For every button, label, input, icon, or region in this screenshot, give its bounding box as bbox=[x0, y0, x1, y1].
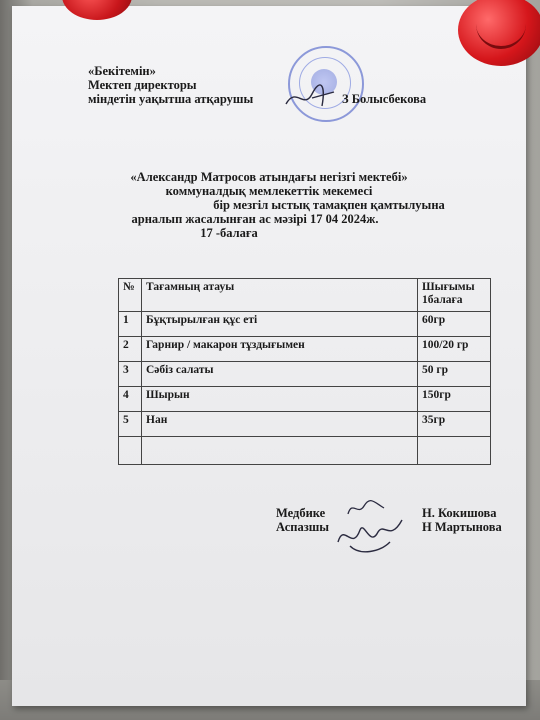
table-row bbox=[119, 312, 491, 337]
header-quantity: Шығымы 1балаға bbox=[418, 279, 491, 312]
row-number: 1 bbox=[119, 312, 142, 337]
row-number: 2 bbox=[119, 337, 142, 362]
header-dish-name: Тағамның атауы bbox=[142, 279, 418, 312]
signature-name-nurse: Н. Кокишова bbox=[422, 506, 497, 520]
menu-table bbox=[118, 278, 491, 465]
table-header-row bbox=[119, 279, 491, 312]
row-dish: Сәбіз салаты bbox=[142, 362, 418, 387]
table-row bbox=[119, 412, 491, 437]
approval-line-2: Мектеп директоры bbox=[88, 78, 197, 92]
row-dish: Бұқтырылған құс еті bbox=[142, 312, 418, 337]
row-quantity: 50 гр bbox=[418, 362, 491, 387]
row-dish bbox=[142, 437, 418, 465]
table-row bbox=[119, 437, 491, 465]
row-number: 5 bbox=[119, 412, 142, 437]
heading-line-5: 17 -балаға bbox=[200, 226, 258, 240]
heading-line-2: коммуналдық мемлекеттік мекемесі bbox=[165, 184, 373, 198]
approval-line-3: міндетін уақытша атқарушы bbox=[88, 92, 254, 106]
approval-line-1: «Бекітемін» bbox=[88, 64, 156, 78]
table-row bbox=[119, 362, 491, 387]
approval-name: З Болысбекова bbox=[342, 92, 427, 106]
row-number: 3 bbox=[119, 362, 142, 387]
row-number: 4 bbox=[119, 387, 142, 412]
table-row bbox=[119, 387, 491, 412]
approval-block bbox=[88, 64, 253, 106]
heading-line-1: «Александр Матросов атындағы негізгі мектебі» bbox=[130, 170, 408, 184]
row-dish: Шырын bbox=[142, 387, 418, 412]
heading-line-4: арналып жасалынған ас мәзірі 17 04 2024ж. bbox=[131, 212, 379, 226]
header-number: № bbox=[119, 279, 142, 312]
table-row bbox=[119, 337, 491, 362]
director-signature bbox=[282, 80, 342, 114]
row-quantity: 35гр bbox=[418, 412, 491, 437]
row-dish: Гарнир / макарон тұздығымен bbox=[142, 337, 418, 362]
row-dish: Нан bbox=[142, 412, 418, 437]
row-quantity: 60гр bbox=[418, 312, 491, 337]
menu-document bbox=[12, 6, 526, 706]
signature-role-nurse: Медбике bbox=[276, 506, 326, 520]
cook-signature bbox=[330, 512, 410, 558]
row-quantity bbox=[418, 437, 491, 465]
signature-role-cook: Аспазшы bbox=[276, 520, 330, 534]
signature-name-cook: Н Мартынова bbox=[422, 520, 502, 534]
row-number bbox=[119, 437, 142, 465]
heading-line-3: бір мезгіл ыстық тамақпен қамтылуына bbox=[213, 198, 445, 212]
row-quantity: 150гр bbox=[418, 387, 491, 412]
row-quantity: 100/20 гр bbox=[418, 337, 491, 362]
